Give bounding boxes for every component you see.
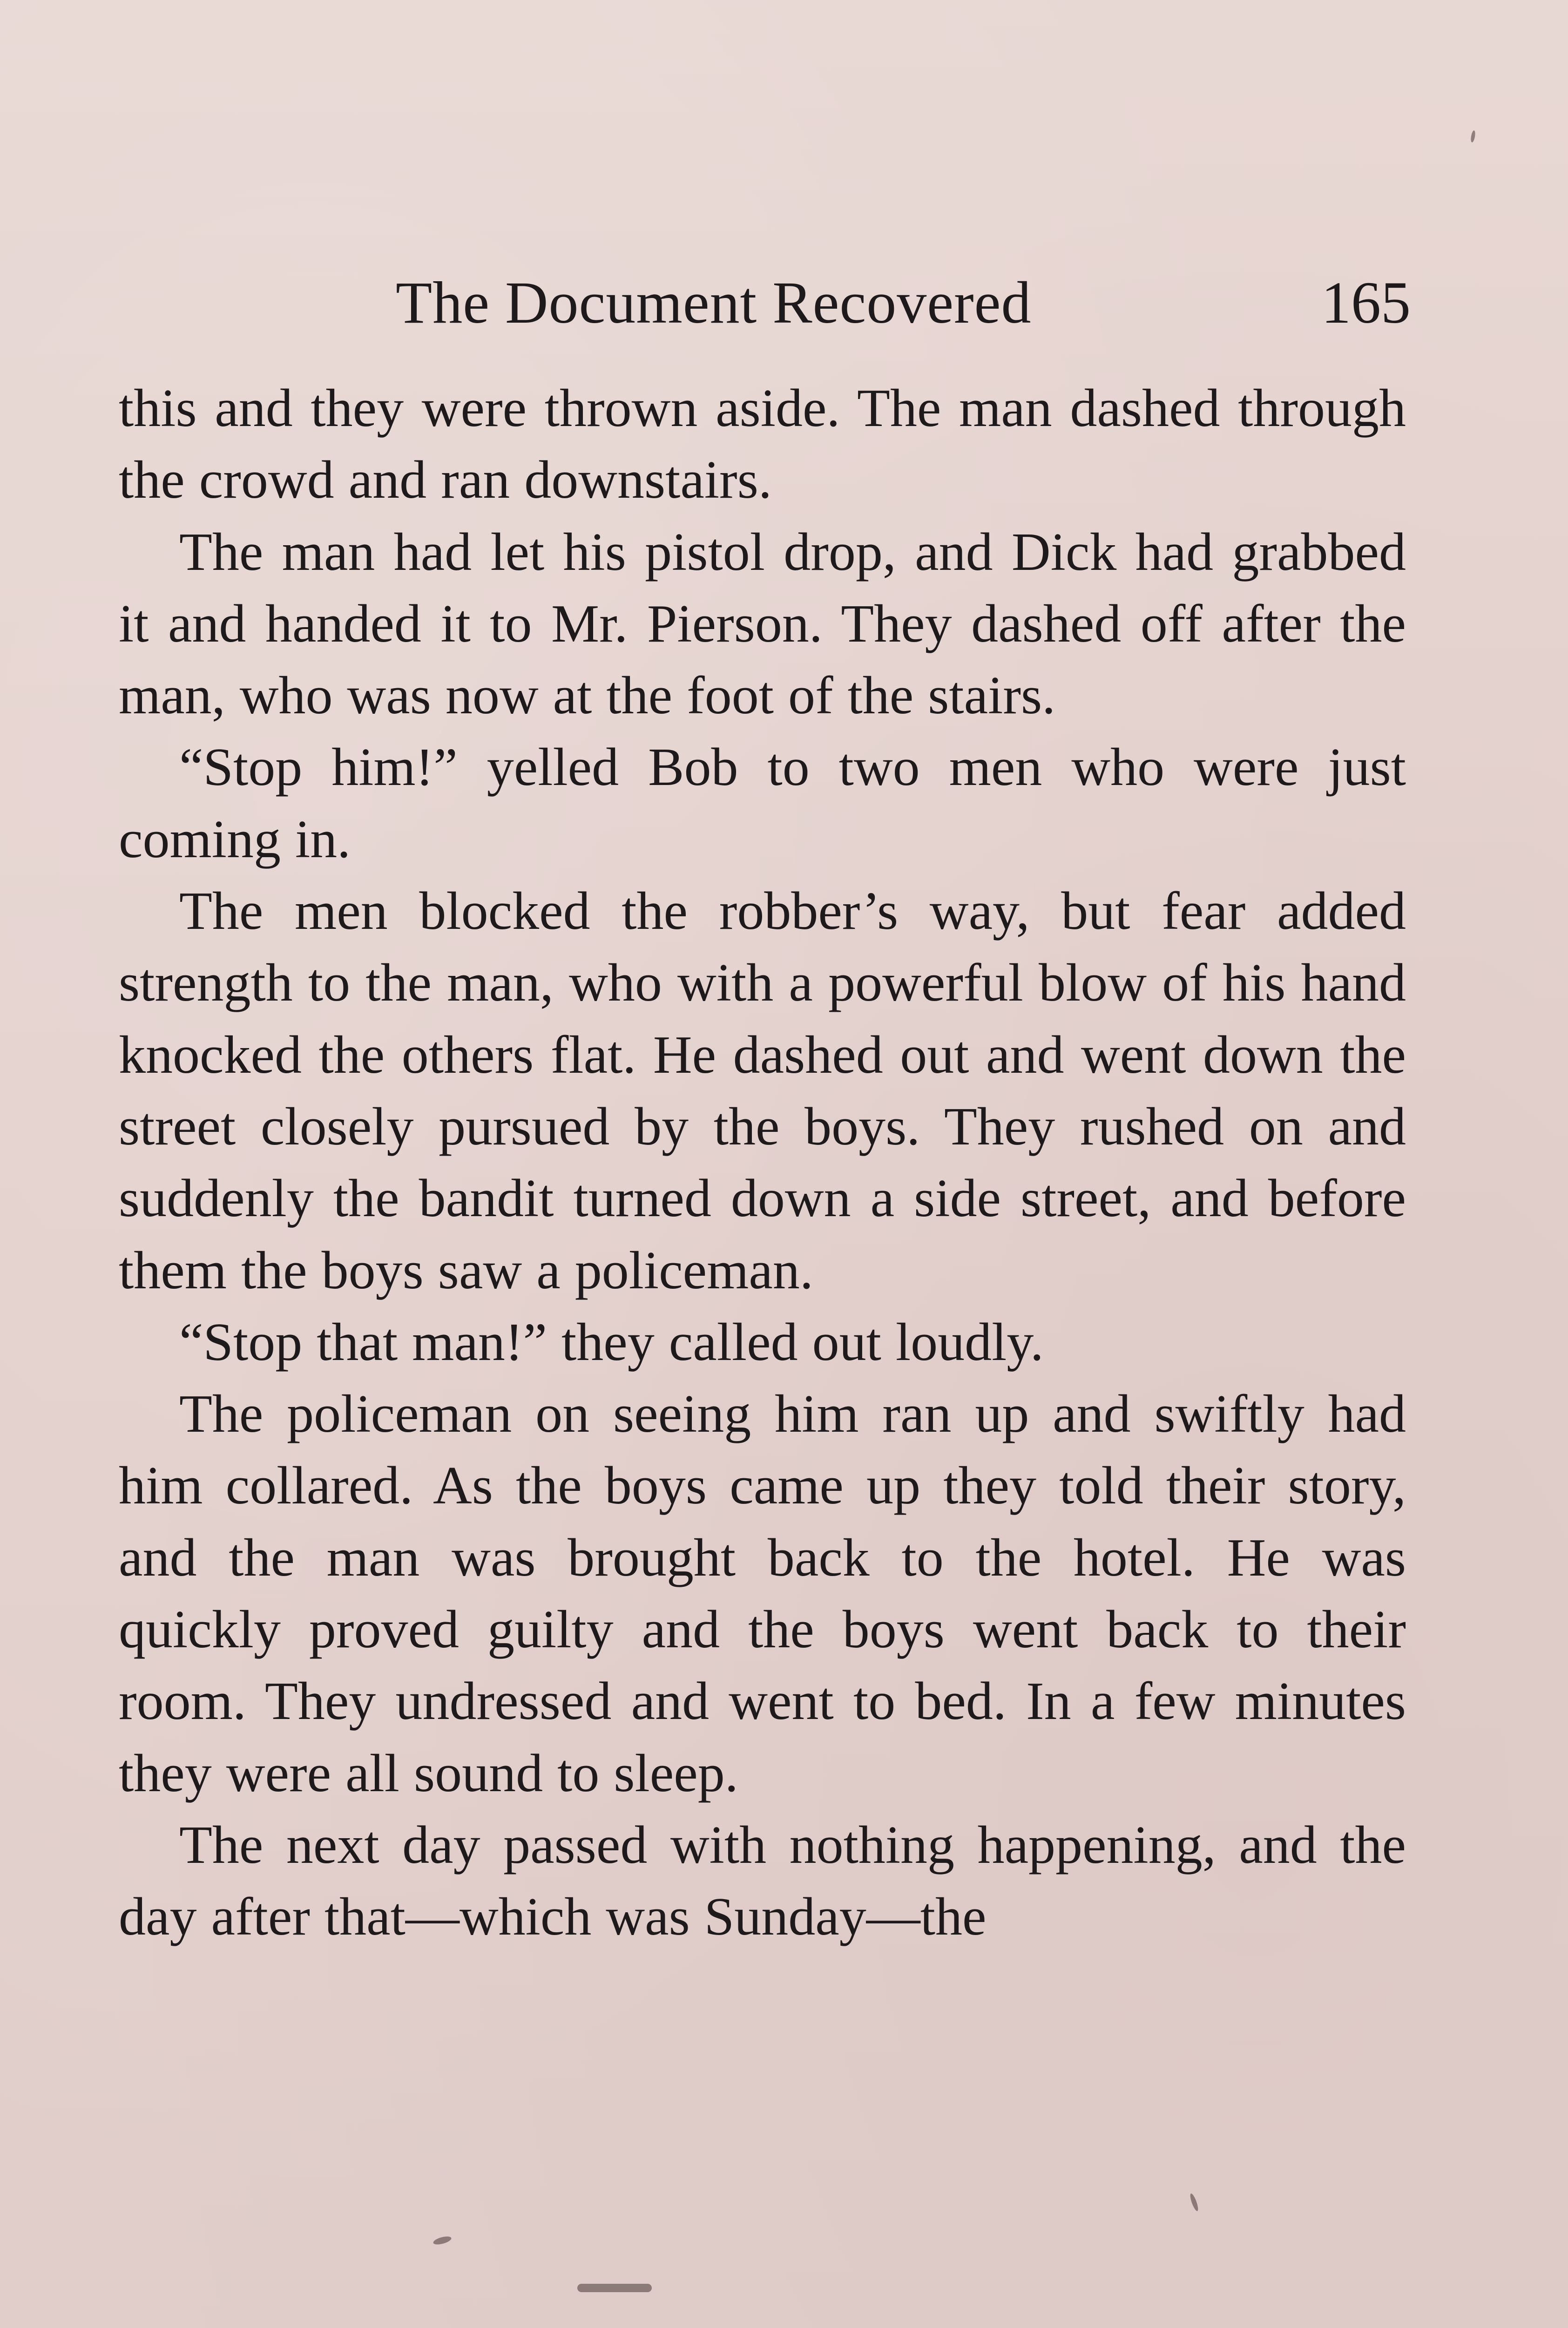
paragraph: The men blocked the robber’s way, but fear added strength to the man, who with a powerful blow of his hand knocked the others flat. He dashed out and went down the street closely pursued by the boys. They rushed on and suddenly the bandit turned down a side street, and before them the boys saw a policeman. <box>119 881 1406 1300</box>
running-title: The Document Recovered <box>396 270 1032 336</box>
paper-speck <box>433 2235 452 2246</box>
page-header <box>396 261 1411 345</box>
paragraph: The man had let his pistol drop, and Dick had grabbed it and handed it to Mr. Pierson. They dashed off after the man, who was now at the foot of the stairs. <box>119 522 1406 726</box>
paragraph: this and they were thrown aside. The man dashed through the crowd and ran downstairs. <box>119 379 1406 510</box>
paragraph: “Stop him!” yelled Bob to two men who were just coming in. <box>119 738 1406 869</box>
page-number: 165 <box>1321 270 1411 336</box>
body-text <box>119 372 1406 1953</box>
paragraph: The policeman on seeing him ran up and swiftly had him collared. As the boys came up they told their story, and the man was brought back to the hotel. He was quickly proved guilty and the boys went back to their room. They undressed and went to bed. In a few minutes they were all sound to sleep. <box>119 1384 1406 1803</box>
paper-speck <box>1189 2193 1199 2212</box>
paper-speck <box>1470 130 1476 143</box>
paragraph: “Stop that man!” they called out loudly. <box>179 1312 1044 1372</box>
paper-speck <box>577 2284 652 2292</box>
paragraph: The next day passed with nothing happening, and the day after that—which was Sunday—the <box>119 1815 1406 1947</box>
